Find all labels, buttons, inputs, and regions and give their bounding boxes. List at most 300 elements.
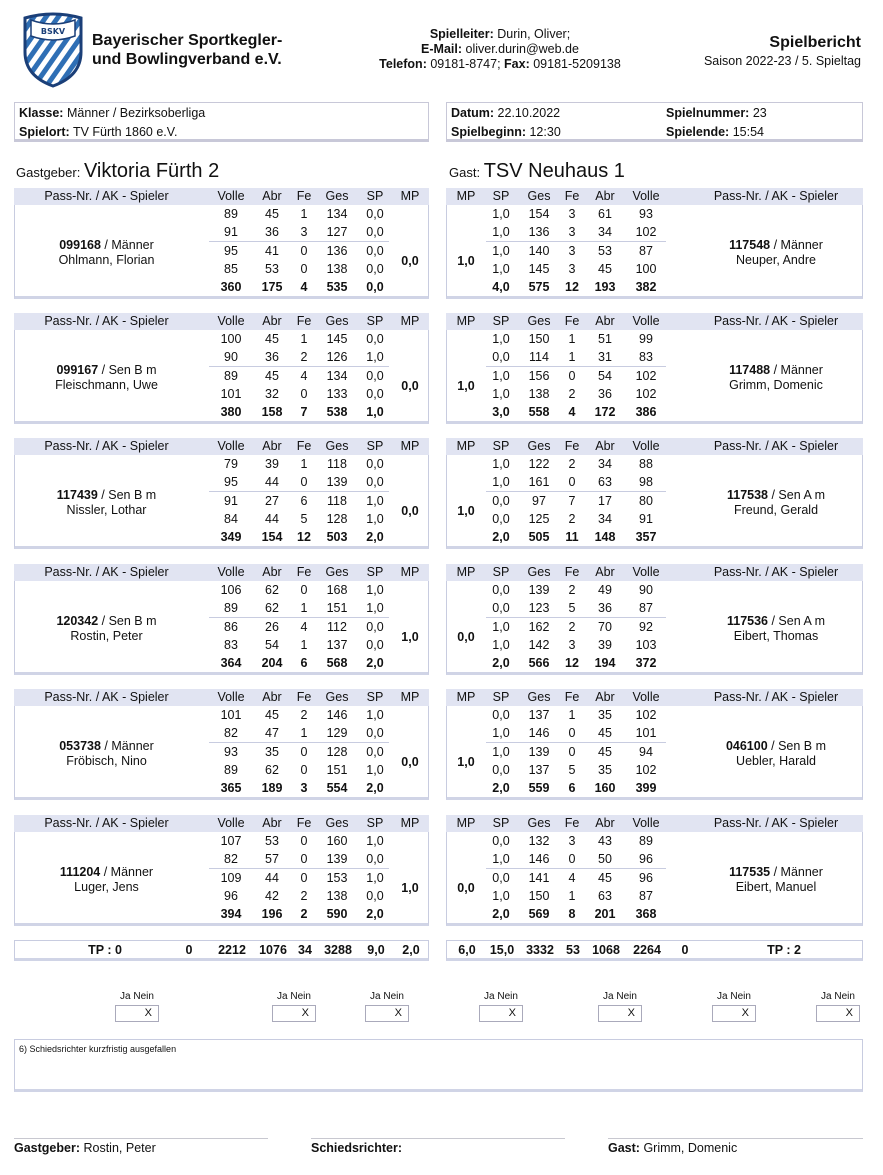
home-volle-total: 380 [220, 405, 242, 419]
mp-column-header: MP [456, 690, 476, 704]
home-ges-cell: 128 [326, 512, 348, 526]
home-player-info [24, 488, 189, 518]
svg-text:BSKV: BSKV [40, 27, 66, 36]
home-abr-cell: 62 [265, 763, 279, 777]
home-fe-cell: 2 [300, 708, 308, 722]
home-player-block [14, 438, 429, 549]
home-player-block [14, 313, 429, 424]
guest-sp-total: 3,0 [492, 405, 510, 419]
spielnummer-value: 23 [752, 106, 767, 120]
guest-sp-total: 2,0 [492, 781, 510, 795]
home-sp-cell: 1,0 [366, 871, 384, 885]
home-fe-cell: 0 [300, 387, 308, 401]
guest-ges-cell: 139 [528, 583, 550, 597]
fe-column-header: Fe [296, 314, 312, 328]
player-age-class: / Sen B m [767, 739, 827, 753]
sp-column-header: SP [492, 189, 510, 203]
datum-value: 22.10.2022 [497, 106, 561, 120]
home-volle-total: 2212 [218, 943, 246, 957]
guest-volle-cell: 87 [639, 601, 653, 615]
home-sp-cell: 0,0 [366, 387, 384, 401]
fe-column-header: Fe [564, 439, 580, 453]
guest-fe-cell: 2 [568, 457, 576, 471]
player-name: Grimm, Domenic [729, 378, 823, 392]
guest-ges-cell: 161 [528, 475, 550, 489]
home-abr-total: 1076 [259, 943, 287, 957]
home-sp-cell: 1,0 [366, 512, 384, 526]
guest-team-name: TSV Neuhaus 1 [483, 160, 625, 182]
home-volle-cell: 84 [224, 512, 238, 526]
home-abr-cell: 44 [265, 512, 279, 526]
guest-player-info [691, 488, 861, 518]
fe-column-header: Fe [296, 690, 312, 704]
abr-column-header: Abr [262, 439, 282, 453]
guest-sp-cell: 0,0 [492, 512, 510, 526]
player-pass-number: 117439 [56, 488, 98, 502]
guest-fe-cell: 2 [568, 512, 576, 526]
home-abr-cell: 35 [265, 745, 279, 759]
guest-ges-total: 575 [528, 280, 550, 294]
home-ges-total: 3288 [324, 943, 352, 957]
home-volle-cell: 91 [224, 494, 238, 508]
guest-fe-cell: 1 [568, 332, 576, 346]
guest-ges-total: 505 [528, 530, 550, 544]
volle-column-header: Volle [632, 816, 660, 830]
home-volle-cell: 95 [224, 475, 238, 489]
guest-mp-value: 1,0 [457, 379, 475, 393]
guest-volle-total: 386 [635, 405, 657, 419]
home-ges-cell: 168 [326, 583, 348, 597]
guest-abr-cell: 54 [598, 369, 612, 383]
sp-column-header: SP [366, 690, 384, 704]
guest-fe-total: 53 [566, 943, 580, 957]
document-title-block [704, 34, 861, 68]
klasse-value: Männer / Bezirksoberliga [66, 106, 206, 120]
guest-volle-cell: 89 [639, 834, 653, 848]
home-sp-total: 2,0 [366, 907, 384, 921]
home-volle-total: 364 [220, 656, 242, 670]
home-fe-cell: 1 [300, 726, 308, 740]
guest-mp-value: 1,0 [457, 504, 475, 518]
player-name: Luger, Jens [74, 880, 139, 894]
home-volle-cell: 101 [220, 387, 242, 401]
player-name: Uebler, Harald [736, 754, 816, 768]
pass-column-header: Pass-Nr. / AK - Spieler [44, 816, 169, 830]
home-sp-cell: 1,0 [366, 350, 384, 364]
home-volle-total: 349 [220, 530, 242, 544]
home-abr-total: 154 [261, 530, 283, 544]
home-abr-total: 189 [261, 781, 283, 795]
home-player-block [14, 689, 429, 800]
volle-column-header: Volle [632, 189, 660, 203]
pass-column-header: Pass-Nr. / AK - Spieler [713, 816, 839, 830]
guest-volle-cell: 87 [639, 889, 653, 903]
player-name: Fröbisch, Nino [66, 754, 147, 768]
home-fe-cell: 4 [300, 369, 308, 383]
guest-sp-cell: 1,0 [492, 332, 510, 346]
player-pass-ak [691, 614, 861, 629]
home-volle-cell: 89 [224, 207, 238, 221]
player-name: Freund, Gerald [733, 503, 819, 517]
home-ges-total: 590 [326, 907, 348, 921]
pass-column-header: Pass-Nr. / AK - Spieler [713, 189, 839, 203]
guest-sp-total: 4,0 [492, 280, 510, 294]
home-tp: TP : 0 [88, 943, 122, 957]
player-pass-ak [24, 363, 189, 378]
home-abr-cell: 62 [265, 583, 279, 597]
guest-volle-cell: 98 [639, 475, 653, 489]
home-ges-cell: 151 [326, 601, 348, 615]
home-fe-cell: 5 [300, 512, 308, 526]
spielort-value: TV Fürth 1860 e.V. [72, 125, 178, 139]
guest-abr-cell: 45 [598, 262, 612, 276]
player-name: Ohlmann, Florian [58, 253, 155, 267]
check-mark-icon: X [741, 1007, 749, 1019]
player-pass-ak [691, 488, 861, 503]
pass-column-header: Pass-Nr. / AK - Spieler [713, 439, 839, 453]
notes-text: 6) Schiedsrichter kurzfristig ausgefallen [19, 1044, 177, 1054]
home-player-block [14, 564, 429, 675]
player-pass-ak [691, 865, 861, 880]
home-ges-cell: 139 [326, 852, 348, 866]
guest-volle-cell: 83 [639, 350, 653, 364]
mp-column-header: MP [400, 314, 420, 328]
guest-ges-cell: 97 [532, 494, 546, 508]
home-sp-cell: 0,0 [366, 852, 384, 866]
guest-volle-total: 382 [635, 280, 657, 294]
player-pass-number: 117548 [729, 238, 771, 252]
guest-sp-cell: 1,0 [492, 745, 510, 759]
player-pass-ak [691, 238, 861, 253]
home-fe-cell: 1 [300, 601, 308, 615]
guest-fe-cell: 0 [568, 475, 576, 489]
home-mp-value: 1,0 [401, 630, 419, 644]
abr-column-header: Abr [595, 816, 615, 830]
abr-column-header: Abr [262, 690, 282, 704]
guest-abr-cell: 39 [598, 638, 612, 652]
guest-volle-total: 2264 [633, 943, 661, 957]
guest-sp-cell: 0,0 [492, 494, 510, 508]
player-pass-number: 120342 [56, 614, 99, 628]
home-sp-cell: 0,0 [366, 207, 384, 221]
guest-team-heading [449, 160, 625, 183]
volle-column-header: Volle [217, 439, 245, 453]
home-sp-cell: 0,0 [366, 620, 384, 634]
guest-ges-cell: 114 [529, 350, 549, 364]
home-mp-value: 0,0 [401, 504, 419, 518]
checks-row [14, 991, 874, 1027]
guest-signature-name: Grimm, Domenic [643, 1141, 738, 1155]
guest-ges-cell: 140 [528, 244, 550, 258]
home-fe-cell: 0 [300, 244, 308, 258]
guest-sp-cell: 1,0 [492, 889, 510, 903]
guest-player-info [691, 739, 861, 769]
home-ges-cell: 151 [326, 763, 348, 777]
fax-label: Fax: [504, 57, 530, 71]
check-box[interactable] [816, 1005, 860, 1022]
ges-column-header: Ges [527, 565, 551, 579]
guest-sp-cell: 0,0 [492, 763, 510, 777]
guest-volle-cell: 91 [639, 512, 653, 526]
volle-column-header: Volle [632, 314, 660, 328]
player-age-class: / Männer [770, 238, 823, 252]
guest-ges-total: 569 [528, 907, 550, 921]
home-abr-cell: 32 [265, 387, 279, 401]
mp-column-header: MP [456, 565, 476, 579]
guest-player-info [691, 363, 861, 393]
mp-column-header: MP [400, 439, 420, 453]
guest-ges-cell: 125 [528, 512, 550, 526]
player-name: Eibert, Thomas [733, 629, 819, 643]
home-fe-total: 7 [300, 405, 308, 419]
ges-column-header: Ges [325, 690, 349, 704]
guest-sp-total: 2,0 [492, 530, 510, 544]
home-abr-cell: 41 [265, 244, 279, 258]
home-sp-total: 2,0 [366, 530, 384, 544]
guest-sp-cell: 1,0 [492, 638, 510, 652]
fe-column-header: Fe [296, 189, 312, 203]
guest-fe-cell: 5 [568, 601, 576, 615]
guest-abr-cell: 51 [598, 332, 612, 346]
fe-column-header: Fe [296, 439, 312, 453]
home-team-name: Viktoria Fürth 2 [83, 160, 220, 182]
row-divider [486, 366, 666, 367]
guest-tp: TP : 2 [767, 943, 801, 957]
leader-label: Spielleiter: [429, 27, 494, 41]
home-sp-cell: 1,0 [366, 601, 384, 615]
guest-player-block [446, 188, 863, 299]
guest-fe-cell: 0 [568, 369, 576, 383]
guest-fe-cell: 2 [568, 583, 576, 597]
volle-column-header: Volle [217, 189, 245, 203]
home-fe-cell: 1 [300, 207, 308, 221]
guest-player-info [691, 238, 861, 268]
home-fe-cell: 1 [300, 638, 308, 652]
notes-box [14, 1039, 863, 1092]
guest-signature [608, 1138, 863, 1155]
spielende-label: Spielende: [666, 125, 730, 139]
abr-column-header: Abr [595, 690, 615, 704]
document-title: Spielbericht [769, 34, 861, 51]
guest-fe-total: 8 [568, 907, 576, 921]
check-mark-icon: X [394, 1007, 402, 1019]
check-mark-icon: X [508, 1007, 516, 1019]
guest-fe-total: 6 [568, 781, 576, 795]
sp-column-header: SP [492, 314, 510, 328]
home-player-info [24, 363, 189, 393]
home-sp-total: 1,0 [366, 405, 384, 419]
player-pass-ak [24, 739, 189, 754]
player-age-class: / Sen B m [98, 614, 157, 628]
check-box[interactable] [365, 1005, 409, 1022]
guest-fe-cell: 0 [568, 745, 576, 759]
player-pass-number: 053738 [59, 739, 101, 753]
guest-extra-total: 0 [681, 943, 689, 957]
guest-abr-cell: 63 [598, 889, 612, 903]
datum-label: Datum: [451, 106, 495, 120]
sp-column-header: SP [366, 816, 384, 830]
ges-column-header: Ges [527, 189, 551, 203]
home-volle-cell: 90 [224, 350, 238, 364]
home-sp-total: 9,0 [367, 943, 385, 957]
ges-column-header: Ges [325, 816, 349, 830]
home-abr-cell: 53 [265, 262, 279, 276]
home-sp-total: 2,0 [366, 656, 384, 670]
player-pass-ak [24, 865, 189, 880]
pass-column-header: Pass-Nr. / AK - Spieler [44, 439, 169, 453]
sp-column-header: SP [492, 439, 510, 453]
guest-sp-total: 2,0 [492, 907, 510, 921]
home-sp-cell: 1,0 [366, 763, 384, 777]
guest-volle-total: 357 [635, 530, 657, 544]
home-abr-cell: 45 [265, 708, 279, 722]
guest-abr-cell: 61 [598, 207, 612, 221]
home-abr-total: 196 [261, 907, 283, 921]
abr-column-header: Abr [595, 189, 615, 203]
player-name: Fleischmann, Uwe [55, 378, 158, 392]
home-fe-cell: 4 [300, 620, 308, 634]
guest-fe-cell: 3 [568, 834, 576, 848]
home-volle-cell: 91 [224, 225, 238, 239]
check-box[interactable] [598, 1005, 642, 1022]
home-sp-cell: 0,0 [366, 369, 384, 383]
guest-fe-cell: 3 [568, 638, 576, 652]
row-divider [486, 491, 666, 492]
guest-totals-row [446, 940, 863, 961]
guest-abr-total: 194 [594, 656, 616, 670]
mp-column-header: MP [456, 439, 476, 453]
sp-column-header: SP [492, 816, 510, 830]
home-volle-cell: 107 [220, 834, 242, 848]
row-divider [209, 617, 389, 618]
guest-ges-cell: 139 [528, 745, 550, 759]
guest-ges-cell: 146 [528, 852, 550, 866]
guest-volle-cell: 102 [635, 225, 657, 239]
guest-abr-cell: 53 [598, 244, 612, 258]
guest-sp-total: 2,0 [492, 656, 510, 670]
guest-abr-cell: 31 [598, 350, 612, 364]
home-abr-cell: 36 [265, 225, 279, 239]
guest-ges-total: 559 [528, 781, 550, 795]
home-sp-cell: 0,0 [366, 332, 384, 346]
guest-fe-total: 4 [568, 405, 576, 419]
home-mp-total: 2,0 [402, 943, 420, 957]
home-volle-cell: 109 [220, 871, 242, 885]
guest-abr-cell: 70 [598, 620, 612, 634]
home-ges-cell: 133 [326, 387, 348, 401]
player-pass-number: 111204 [59, 865, 101, 879]
check-box[interactable] [272, 1005, 316, 1022]
guest-volle-cell: 102 [635, 708, 657, 722]
klasse-label: Klasse: [19, 106, 64, 120]
ges-column-header: Ges [527, 690, 551, 704]
sp-column-header: SP [492, 565, 510, 579]
home-volle-total: 360 [220, 280, 242, 294]
home-mp-value: 0,0 [401, 755, 419, 769]
home-abr-cell: 62 [265, 601, 279, 615]
sp-column-header: SP [366, 439, 384, 453]
player-name: Eibert, Manuel [735, 880, 817, 894]
ja-nein-header: Ja Nein [277, 991, 311, 1002]
check-mark-icon: X [845, 1007, 853, 1019]
guest-signature-label: Gast: [608, 1141, 640, 1155]
guest-player-info [691, 614, 861, 644]
home-ges-cell: 127 [326, 225, 348, 239]
guest-volle-cell: 92 [639, 620, 653, 634]
home-player-info [24, 739, 189, 769]
home-player-info [24, 865, 189, 895]
guest-abr-total: 160 [594, 781, 616, 795]
email-label: E-Mail: [421, 42, 463, 56]
home-volle-cell: 95 [224, 244, 238, 258]
sp-column-header: SP [366, 314, 384, 328]
home-ges-cell: 134 [326, 369, 348, 383]
home-sp-total: 0,0 [366, 280, 384, 294]
spielbeginn-label: Spielbeginn: [451, 125, 526, 139]
ges-column-header: Ges [325, 314, 349, 328]
pass-column-header: Pass-Nr. / AK - Spieler [713, 314, 839, 328]
guest-ges-total: 566 [528, 656, 550, 670]
abr-column-header: Abr [262, 314, 282, 328]
home-ges-cell: 118 [327, 457, 347, 471]
guest-volle-total: 372 [635, 656, 657, 670]
guest-ges-cell: 150 [528, 332, 550, 346]
home-sp-cell: 0,0 [366, 726, 384, 740]
ges-column-header: Ges [325, 439, 349, 453]
guest-sp-cell: 1,0 [492, 726, 510, 740]
abr-column-header: Abr [595, 565, 615, 579]
home-abr-total: 204 [261, 656, 283, 670]
home-fe-cell: 6 [300, 494, 308, 508]
check-box[interactable] [712, 1005, 756, 1022]
home-sp-cell: 0,0 [366, 262, 384, 276]
fe-column-header: Fe [296, 816, 312, 830]
player-pass-ak [24, 488, 189, 503]
guest-fe-cell: 2 [568, 387, 576, 401]
guest-volle-cell: 96 [639, 852, 653, 866]
home-signature-name: Rostin, Peter [83, 1141, 156, 1155]
home-fe-cell: 0 [300, 871, 308, 885]
home-ges-cell: 145 [326, 332, 348, 346]
player-name: Nissler, Lothar [66, 503, 147, 517]
home-ges-cell: 136 [326, 244, 348, 258]
home-player-info [24, 238, 189, 268]
home-ges-cell: 139 [326, 475, 348, 489]
check-box[interactable] [479, 1005, 523, 1022]
guest-abr-total: 193 [594, 280, 616, 294]
home-abr-cell: 53 [265, 834, 279, 848]
guest-abr-cell: 35 [598, 708, 612, 722]
home-abr-cell: 54 [265, 638, 279, 652]
home-ges-total: 554 [326, 781, 348, 795]
home-ges-total: 503 [326, 530, 348, 544]
guest-ges-cell: 162 [528, 620, 550, 634]
email-value: oliver.durin@web.de [465, 42, 579, 56]
check-box[interactable] [115, 1005, 159, 1022]
row-divider [209, 491, 389, 492]
phone-value: 09181-8747; [430, 57, 501, 71]
guest-abr-cell: 45 [598, 726, 612, 740]
home-sp-cell: 0,0 [366, 225, 384, 239]
player-pass-number: 117538 [726, 488, 769, 502]
home-ges-cell: 138 [326, 262, 348, 276]
home-sp-cell: 1,0 [366, 708, 384, 722]
guest-volle-total: 399 [635, 781, 657, 795]
ja-nein-header: Ja Nein [603, 991, 637, 1002]
home-volle-cell: 106 [220, 583, 242, 597]
guest-fe-cell: 3 [568, 244, 576, 258]
contact-block [350, 27, 650, 72]
